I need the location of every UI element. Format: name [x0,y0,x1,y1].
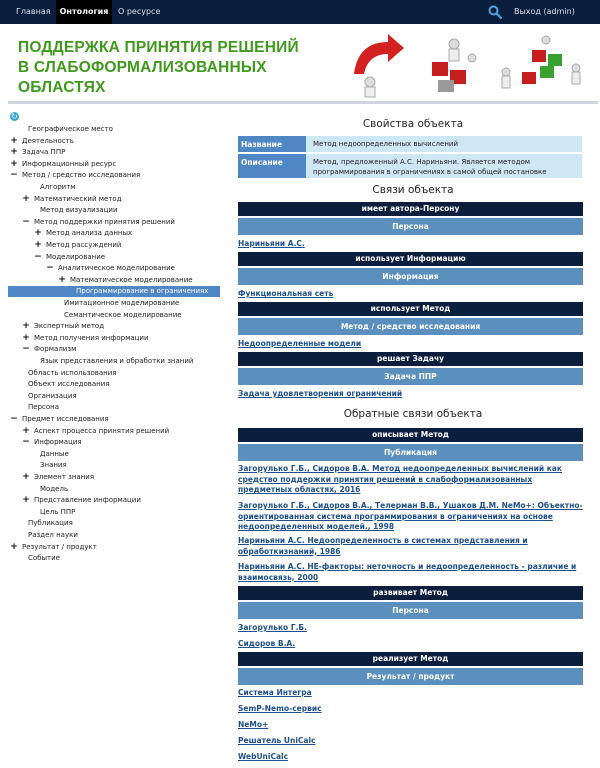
top-navbar [0,0,600,24]
class-header: Публикация [238,444,583,461]
nav-home[interactable]: Главная [16,7,51,16]
tree-node[interactable] [8,484,220,495]
expand-icon[interactable]: + [10,541,18,552]
relation-link[interactable]: Недоопределенные модели [238,339,362,348]
tree-node[interactable] [8,553,220,564]
tree-node-label: Математическое моделирование [70,275,193,284]
relation-header: описывает Метод [238,428,583,442]
tree-node[interactable] [8,495,220,506]
product-link[interactable]: SemP-Nemo-сервис [238,704,322,713]
expand-icon[interactable]: + [22,332,30,343]
tree-node-label: Экспертный метод [34,322,105,331]
tree-node[interactable] [8,426,220,437]
tree-node[interactable] [8,182,220,193]
tree-node[interactable] [8,507,220,518]
puzzle-team-illustration [492,32,590,98]
relation-link[interactable]: Нариньяни А.С. [238,239,305,248]
search-icon[interactable] [488,5,502,19]
publication-link[interactable]: Нариньяни А.С. Недоопределенность в системах представления и обработкизнаний, 1986 [238,536,528,556]
tree-node[interactable] [8,263,220,274]
expand-icon[interactable]: + [22,193,30,204]
expand-icon[interactable]: + [22,425,30,436]
expand-icon[interactable]: + [10,158,18,169]
tree-node[interactable] [8,379,220,390]
tree-node-label: Метод поддержки принятия решений [34,217,175,226]
tree-node-label: Аналитическое моделирование [58,264,175,273]
tree-node-label: Метод анализа данных [46,229,133,238]
puzzle-people-illustration [424,32,484,98]
tree-node-label: Область использования [28,368,117,377]
tree-node-label: Информация [34,438,82,447]
tree-node[interactable] [8,286,220,297]
tree-node-label: Представление информации [34,496,141,505]
class-header: Персона [238,602,583,619]
relation-header: реализует Метод [238,652,583,666]
expand-icon[interactable]: + [34,228,42,239]
collapse-icon[interactable]: − [46,263,54,274]
tree-node[interactable] [8,437,220,448]
tree-node-label: Организация [28,391,77,400]
tree-node[interactable] [8,472,220,483]
expand-icon[interactable]: + [10,135,18,146]
tree-node-label: Метод визуализации [40,206,118,215]
relation-header: решает Задачу [238,352,583,366]
tree-node[interactable] [8,252,220,263]
publication-link[interactable]: Загорулько Г.Б., Сидоров В.А., Телерман В.В., Ушаков Д.М. NeMo+: Объектно-ориентированная система программирования в ограничениях на основе недоопределенных моделей., 1998 [238,501,583,531]
expand-icon[interactable]: + [22,495,30,506]
tree-node-label: Математический метод [34,194,122,203]
tree-node[interactable] [8,333,220,344]
relation-header: имеет автора-Персону [238,202,583,216]
tree-node[interactable] [8,194,220,205]
tree-node[interactable] [8,542,220,553]
ontology-tree [8,112,220,768]
tree-node-label: Знания [40,461,67,470]
tree-node-label: Информационный ресурс [22,159,117,168]
product-link[interactable]: Решатель UniCalc [238,736,316,745]
tree-node[interactable] [8,356,220,367]
publication-link[interactable]: Загорулько Г.Б., Сидоров В.А. Метод недоопределенных вычислений как средство поддержки принятия решений в слабоформализованных предметных областях, 2016 [238,464,562,494]
tree-node-label: Задача ППР [22,148,66,157]
relation-link[interactable]: Задача удовлетворения ограничений [238,389,403,398]
relation-header: развивает Метод [238,586,583,600]
tree-node-label: Имитационное моделирование [64,299,180,307]
tree-node[interactable] [8,159,220,170]
tree-node-label: Аспект процесса принятия решений [34,426,170,435]
tree-node-label: Публикация [28,519,73,528]
banner-title: ПОДДЕРЖКА ПРИНЯТИЯ РЕШЕНИЙ В СЛАБОФОРМАЛИЗОВАННЫХ ОБЛАСТЯХ [18,39,299,96]
nav-ontology[interactable]: Онтология [56,0,112,24]
class-header: Результат / продукт [238,668,583,685]
tree-node[interactable] [8,530,220,541]
tree-node[interactable] [8,124,220,135]
expand-icon[interactable]: + [34,240,42,250]
nav-about[interactable]: О ресурсе [118,7,161,16]
tree-node-label: Раздел науки [28,531,78,539]
properties-title: Свойства объекта [362,118,464,130]
collapse-icon[interactable]: − [10,414,18,424]
tree-node[interactable] [8,310,220,321]
tree-node[interactable] [8,414,220,425]
links-title: Связи объекта [372,184,454,196]
tree-node-label: Данные [40,449,69,458]
relation-header: использует Информацию [238,252,583,266]
class-header: Информация [238,268,583,285]
backlinks-title: Обратные связи объекта [343,408,483,420]
tree-node[interactable] [8,205,220,216]
property-value: Метод недоопределенных вычислений [313,140,459,148]
tree-node-label: Метод получения информации [34,333,149,342]
tree-node-label: Модель [40,484,69,493]
tree-node-label: Персона [28,403,60,412]
person-link[interactable]: Загорулько Г.Б. [238,623,308,632]
collapse-icon[interactable]: − [22,216,30,227]
tree-node-label: Программирование в ограничениях [76,287,209,296]
class-header: Персона [238,218,583,235]
tree-node[interactable] [8,368,220,379]
product-link[interactable]: WebUniCalc [238,752,289,761]
tree-node-label: Алгоритм [40,183,76,191]
tree-node-label: Объект исследования [28,380,110,389]
decision-arrow-illustration [348,32,408,98]
product-link[interactable]: NeMo+ [238,720,269,729]
collapse-icon[interactable]: − [10,170,18,181]
tree-node[interactable] [8,275,220,286]
tree-node[interactable] [8,298,220,309]
property-row [238,136,582,152]
tree-node-label: Язык представления и обработки знаний [40,357,194,365]
site-banner [8,26,598,104]
person-link[interactable]: Сидоров В.А. [238,639,296,648]
collapse-icon[interactable]: − [22,344,30,355]
tree-node-label: Семантическое моделирование [64,310,182,319]
tree-node[interactable] [8,217,220,228]
expand-icon[interactable]: + [10,147,18,158]
tree-node[interactable] [8,402,220,413]
object-panel [230,112,600,768]
property-row [238,154,582,178]
tree-node-label: Событие [28,554,60,563]
tree-node-label: Результат / продукт [22,542,97,551]
collapse-icon[interactable]: − [34,251,42,262]
class-header: Метод / средство исследования [238,318,583,335]
expand-icon[interactable]: + [58,274,66,285]
tree-node-label: Деятельность [22,136,74,145]
tree-node[interactable] [8,518,220,529]
tree-node-label: Географическое место [28,125,113,133]
tree-node-label: Формализм [34,345,77,354]
tree-node[interactable] [8,460,220,471]
property-value: Метод, предложенный А.С. Нариньяни. Является методом программирования в ограничениях в самой общей постановке [313,158,547,176]
tree-node[interactable] [8,391,220,402]
tree-node[interactable] [8,240,220,251]
tree-node-label: Метод / средство исследования [22,171,141,180]
tree-node-label: Моделирование [46,252,106,261]
expand-icon[interactable]: + [22,472,30,482]
class-header: Задача ППР [238,368,583,385]
collapse-icon[interactable]: − [22,437,30,448]
property-key: Описание [238,154,306,178]
tree-node-label: Предмет исследования [22,415,109,423]
product-link[interactable]: Система Интегра [238,688,312,697]
tree-collapse-icon[interactable]: ↻ [11,112,18,121]
tree-node[interactable] [8,449,220,460]
publication-link[interactable]: Нариньяни А.С. НЕ-факторы: неточность и недоопределенность - различие и взаимосвязь, 2000 [238,562,577,582]
tree-node[interactable] [8,228,220,239]
relation-link[interactable]: Функциональная сеть [238,289,334,298]
tree-node[interactable] [8,321,220,332]
property-key: Название [238,136,306,152]
tree-node[interactable] [8,147,220,158]
tree-node-label: Цель ППР [40,507,76,516]
tree-node-label: Метод рассуждений [46,241,122,249]
tree-node-label: Элемент знания [34,473,95,481]
relation-header: использует Метод [238,302,583,316]
logout-link[interactable]: Выход (admin) [514,7,575,16]
expand-icon[interactable]: + [22,321,30,332]
tree-node[interactable] [8,170,220,181]
tree-node[interactable] [8,344,220,355]
tree-node[interactable] [8,136,220,147]
